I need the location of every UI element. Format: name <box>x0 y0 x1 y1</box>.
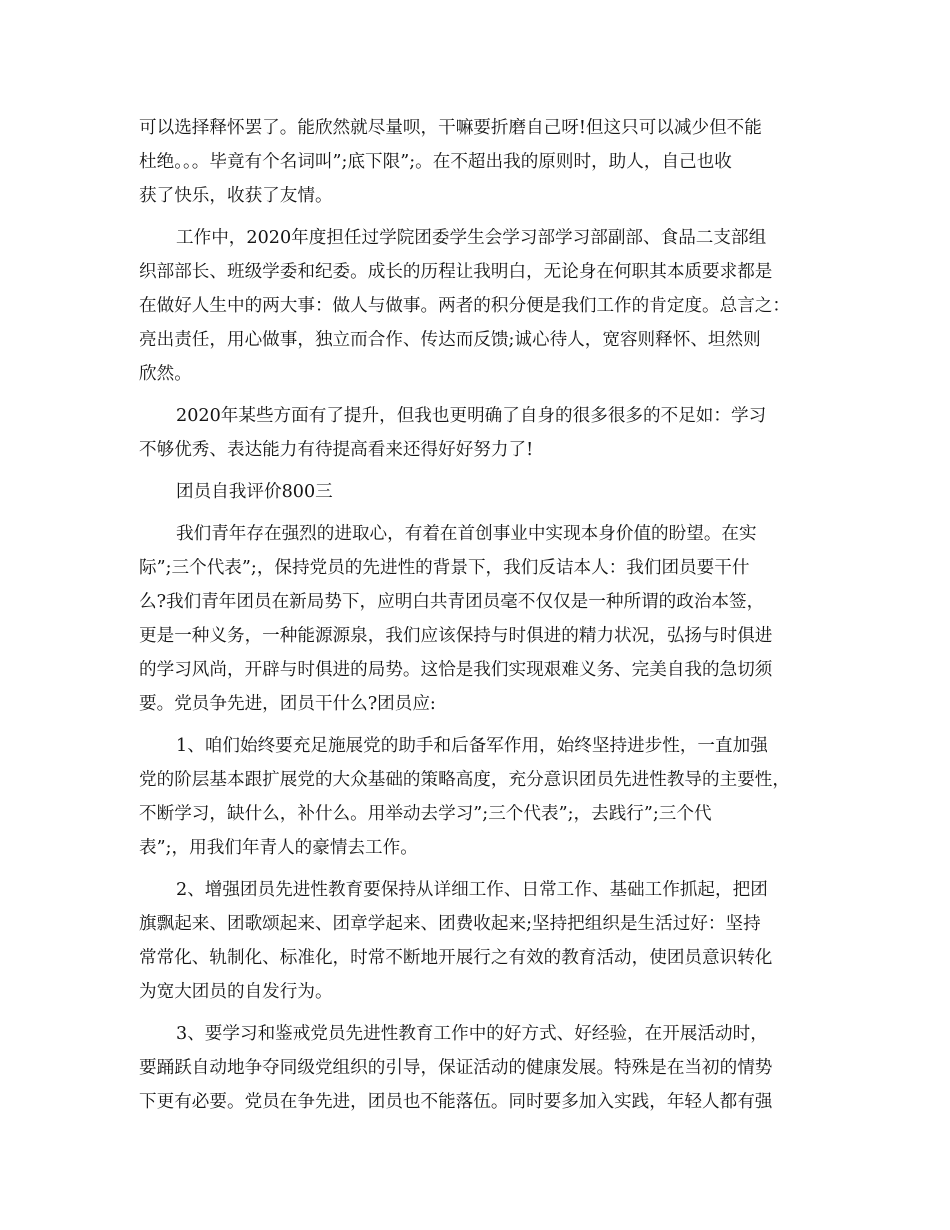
text-line: 不断学习，缺什么，补什么。用举动去学习”;三个代表”;，去践行”;三个代 <box>139 804 712 824</box>
text-line: 旗飘起来、团歌颂起来、团章学起来、团费收起来;坚持把组织是生活过好：坚持 <box>139 914 761 934</box>
text-line: 欣然。 <box>139 364 192 384</box>
text-line: 2、增强团员先进性教育要保持从详细工作、日常工作、基础工作抓起，把团 <box>176 880 768 900</box>
text-line: 的学习风尚，开辟与时俱进的局势。这恰是我们实现艰难义务、完美自我的急切须 <box>139 660 773 680</box>
text-line: 为宽大团员的自发行为。 <box>139 982 333 1002</box>
section-heading: 团员自我评价800三 <box>176 482 333 502</box>
text-line: 织部部长、班级学委和纪委。成长的历程让我明白，无论身在何职其本质要求都是 <box>139 262 773 282</box>
text-line: 更是一种义务，一种能源源泉，我们应该保持与时俱进的精力状况，弘扬与时俱进 <box>139 626 773 646</box>
text-line: 党的阶层基本跟扩展党的大众基础的策略高度，充分意识团员先进性教导的主要性， <box>139 770 790 790</box>
text-line: 2020年某些方面有了提升，但我也更明确了自身的很多很多的不足如：学习 <box>176 406 767 426</box>
text-line: 要踊跃自动地争夺同级党组织的引导，保证活动的健康发展。特殊是在当初的情势 <box>139 1058 773 1078</box>
text-line: 际”;三个代表”;，保持党员的先进性的背景下，我们反诘本人：我们团员要干什 <box>139 558 750 578</box>
text-line: 3、要学习和鉴戒党员先进性教育工作中的好方式、好经验，在开展活动时， <box>176 1024 768 1044</box>
text-line: 我们青年存在强烈的进取心，有着在首创事业中实现本身价值的盼望。在实 <box>176 524 757 544</box>
text-line: 下更有必要。党员在争先进，团员也不能落伍。同时要多加入实践，年轻人都有强 <box>139 1092 773 1112</box>
text-line: 表”;，用我们年青人的豪情去工作。 <box>139 838 418 858</box>
text-line: 获了快乐，收获了友情。 <box>139 186 333 206</box>
text-line: 杜绝。。。毕竟有个名词叫”;底下限”;。在不超出我的原则时，助人，自己也收 <box>139 152 732 172</box>
text-line: 在做好人生中的两大事：做人与做事。两者的积分便是我们工作的肯定度。总言之： <box>139 296 790 316</box>
text-line: 不够优秀、表达能力有待提高看来还得好好努力了! <box>139 440 534 460</box>
text-line: 么?我们青年团员在新局势下，应明白共青团员毫不仅仅是一种所谓的政治本签， <box>139 592 765 612</box>
text-line: 亮出责任，用心做事，独立而合作、传达而反馈;诚心待人，宽容则释怀、坦然则 <box>139 330 761 350</box>
text-line: 常常化、轨制化、标准化，时常不断地开展行之有效的教育活动，使团员意识转化 <box>139 948 773 968</box>
text-line: 要。党员争先进，团员干什么?团员应: <box>139 694 436 714</box>
text-line: 工作中，2020年度担任过学院团委学生会学习部学习部副部、食品二支部组 <box>176 228 767 248</box>
text-line: 可以选择释怀罢了。能欣然就尽量呗，干嘛要折磨自己呀!但这只可以减少但不能 <box>139 118 762 138</box>
text-line: 1、咱们始终要充足施展党的助手和后备军作用，始终坚持进步性，一直加强 <box>176 736 768 756</box>
